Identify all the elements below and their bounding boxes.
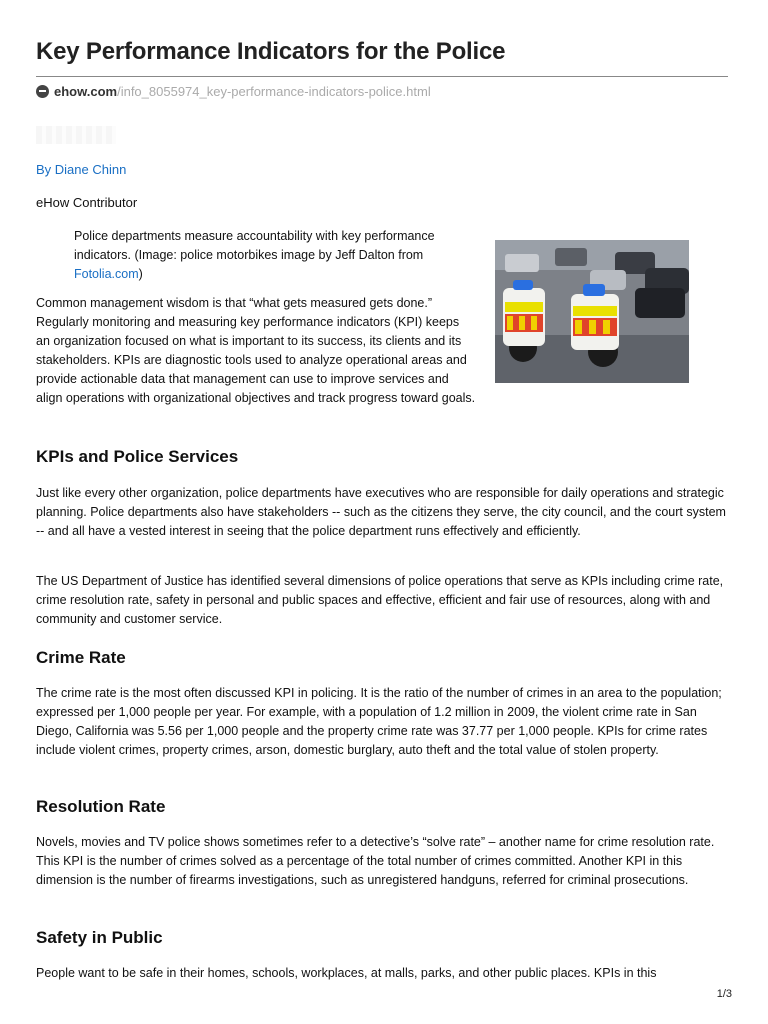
crime-rate-paragraph: The crime rate is the most often discussed KPI in policing. It is the ratio of the number of crimes in an area to the population; expressed per 1,000 people per year. For example, with a population of 1.2 million in 2009, the violent crime rate in San Diego, California was 5.56 per 1,000 people and the property crime rate was 37.77 per 1,000 people. KPIs for crime rates include violent crimes, property crimes, arson, domestic burglary, auto theft and the total value of stolen property. <box>36 686 722 757</box>
source-url[interactable] <box>36 84 431 99</box>
motorbikes-image-icon <box>495 240 689 383</box>
author-link[interactable]: By Diane Chinn <box>36 162 127 177</box>
heading-safety-in-public: Safety in Public <box>36 928 163 947</box>
source-path[interactable]: /info_8055974_key-performance-indicators-police.html <box>117 84 431 99</box>
author-role: eHow Contributor <box>36 195 138 210</box>
page-title: Key Performance Indicators for the Police <box>36 38 506 65</box>
safety-paragraph: People want to be safe in their homes, schools, workplaces, at malls, parks, and other public places. KPIs in this <box>36 966 657 980</box>
heading-crime-rate: Crime Rate <box>36 648 126 667</box>
title-divider <box>36 76 728 77</box>
kpis-paragraph-2: The US Department of Justice has identified several dimensions of police operations that serve as KPIs including crime rate, crime resolution rate, safety in personal and public spaces and effective, efficient and fair use of resources, along with and community and customer service. <box>36 574 724 626</box>
heading-resolution-rate: Resolution Rate <box>36 797 166 816</box>
caption-close: ) <box>138 267 143 281</box>
ehow-logo-icon <box>36 85 49 98</box>
police-motorbikes-photo <box>495 240 689 383</box>
image-caption <box>74 227 494 284</box>
resolution-paragraph: Novels, movies and TV police shows sometimes refer to a detective’s “solve rate” – another name for crime resolution rate. This KPI is the number of crimes solved as a percentage of the total number of crimes committed. Another KPI in this dimension is the number of firearms investigations, such as unregistered handguns, referred for criminal prosecutions. <box>36 835 715 887</box>
caption-text: Police departments measure accountability with key performance indicators. (Image: police motorbikes image by Jeff Dalton from <box>74 229 435 262</box>
kpis-paragraph-1: Just like every other organization, police departments have executives who are responsible for daily operations and strategic planning. Police departments also have stakeholders -- such as the citizens they serve, the city council, and the court system -- and all have a vested interest in seeing that the police department runs effectively and efficiently. <box>36 486 726 538</box>
fotolia-link[interactable]: Fotolia.com <box>74 267 139 281</box>
source-domain[interactable]: ehow.com <box>54 84 118 99</box>
intro-paragraph: Common management wisdom is that “what gets measured gets done.” Regularly monitoring and measuring key performance indicators (KPI) keeps an organization focused on what is important to its success, its clients and its stakeholders. KPIs are diagnostic tools used to analyze operational areas and provide actionable data that management can use to improve services and align operations with organizational objectives and track progress toward goals. <box>36 296 476 405</box>
heading-kpis-police-services: KPIs and Police Services <box>36 447 239 466</box>
page-number: 1/3 <box>716 988 732 1000</box>
faded-ad-placeholder <box>36 126 116 144</box>
